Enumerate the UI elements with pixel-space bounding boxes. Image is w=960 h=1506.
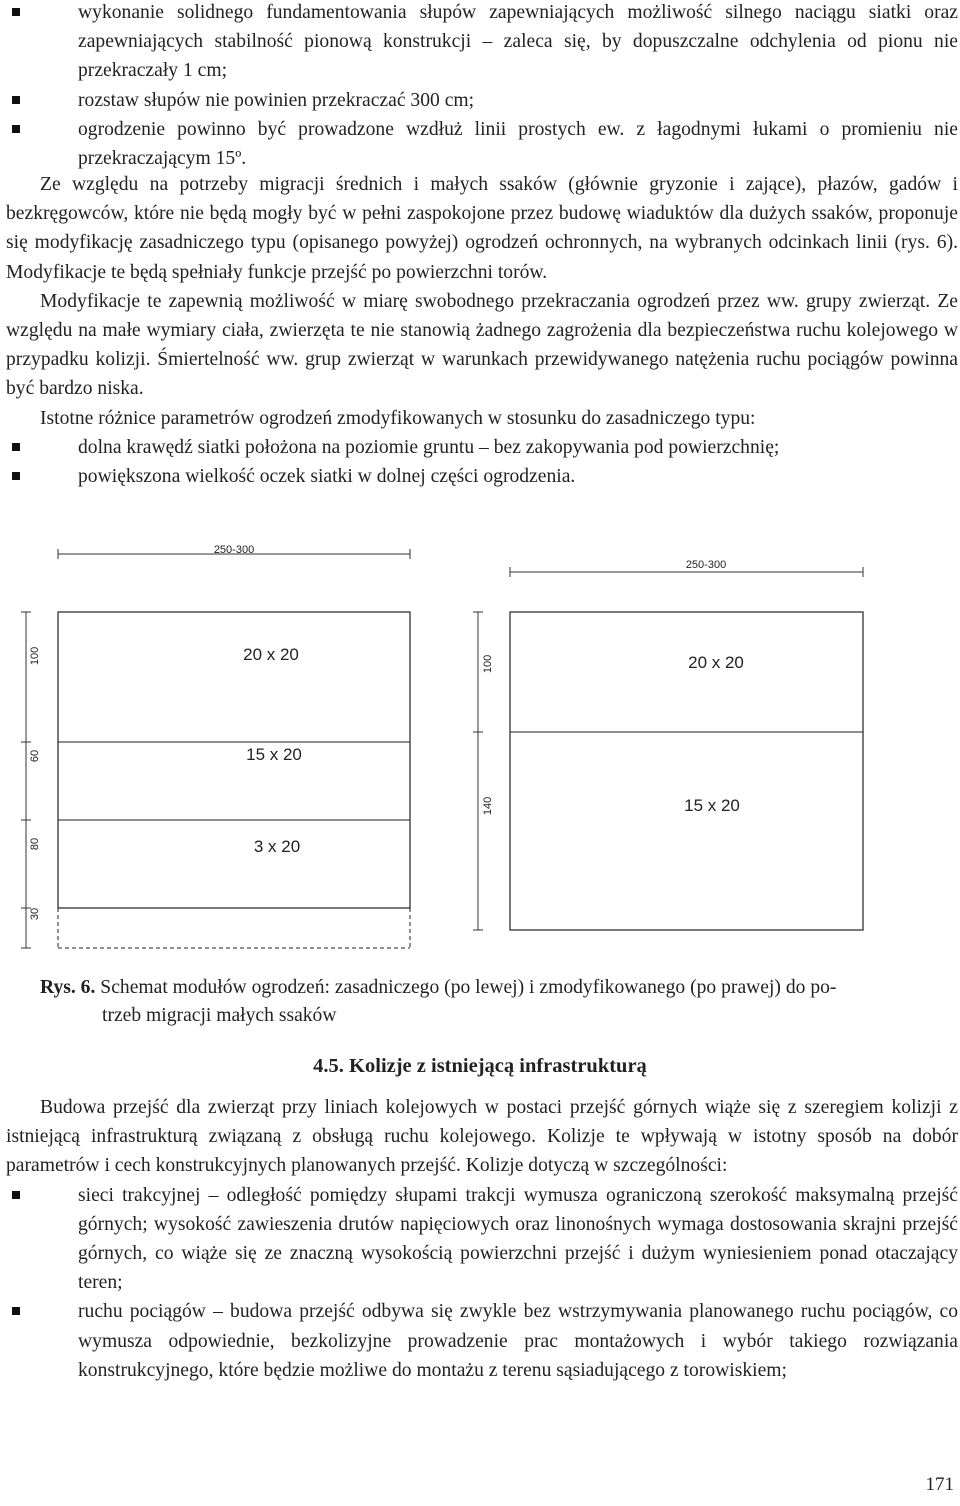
list-item <box>0 86 960 115</box>
paragraph: Modyfikacje te zapewnią możliwość w miarę swobodnego przekraczania ogrodzeń przez ww. grupy zwierząt. Ze względu na małe wymiary ciała, zwierzęta te nie stanowią żadnego zagrożenia dla bezpieczeństwa ruchu kolejowego w przypadku kolizji. Śmiertelność ww. grup zwierząt w warunkach przewidywanego natężenia ruchu pociągów powinna być bardzo niska. <box>6 290 958 400</box>
width-label: 250-300 <box>213 544 255 556</box>
requirements-list <box>0 0 960 173</box>
list-item <box>0 0 960 86</box>
body-text <box>0 170 960 491</box>
height-label: 30 <box>29 907 41 921</box>
mesh-size-label: 15 x 20 <box>684 796 740 815</box>
height-label: 60 <box>29 749 41 763</box>
height-label: 80 <box>29 837 41 851</box>
paragraph: Ze względu na potrzeby migracji średnich i małych ssaków (głównie gryzonie i zające), płazów, gadów i bezkręgowców, które nie będą mogły być w pełni zaspokojone przez budowę wiaduktów dla dużych ssaków, proponuje się modyfikację zasadniczego typu (opisanego powyżej) ogrodzeń ochronnych, na wybranych odcinkach linii (rys. 6). Modyfikacje te będą spełniały funkcje przejść po powierzchni torów. <box>6 174 958 283</box>
mesh-size-label: 20 x 20 <box>688 653 744 672</box>
caption-label: Rys. 6. <box>40 977 96 998</box>
list-item-text: rozstaw słupów nie powinien przekraczać 300 cm; <box>78 89 475 111</box>
list-item-text: dolna krawędź siatki położona na poziomie gruntu – bez zakopywania pod powierzchnię; <box>78 436 780 458</box>
paragraph: Budowa przejść dla zwierząt przy liniach kolejowych w postaci przejść górnych wiąże się z szeregiem kolizji z istniejącą infrastrukturą związaną z obsługą ruchu kolejowego. Kolizje te wpływają w istotny sposób na dobór parametrów i cech konstrukcyjnych planowanych przejść. Kolizje dotyczą w szczególności: <box>6 1097 958 1177</box>
bullet-square-icon <box>12 1191 20 1199</box>
mesh-size-label: 3 x 20 <box>253 837 301 856</box>
bullet-square-icon <box>12 96 20 104</box>
bullet-square-icon <box>12 8 20 16</box>
fence-outline <box>510 612 863 930</box>
bullet-square-icon <box>12 472 20 480</box>
caption-text: trzeb migracji małych ssaków <box>102 1005 337 1026</box>
list-item-text: ruchu pociągów – budowa przejść odbywa się zwykle bez wstrzymywania planowanego ruchu pociągów, co wymusza odpowiednie, bezkolizyjne prowadzenie prac montażowych i wybór takiego rozwiązania konstrukcyjnego, które będzie możliwe do montażu z terenu sąsiadującego z torowiskiem; <box>78 1301 958 1381</box>
fence-module-diagram <box>0 530 960 970</box>
section-heading: 4.5. Kolizje z istniejącą infrastrukturą <box>313 1055 647 1077</box>
list-item <box>0 1181 960 1298</box>
height-label: 100 <box>482 654 494 674</box>
standard-fence-module <box>21 544 410 948</box>
height-label: 100 <box>29 646 41 666</box>
list-item-text: ogrodzenie powinno być prowadzone wzdłuż linii prostych ew. z łagodnymi łukami o promieniu nie przekraczającym 15º. <box>78 118 958 170</box>
width-label: 250-300 <box>685 559 727 571</box>
bullet-square-icon <box>12 125 20 133</box>
mesh-size-label: 15 x 20 <box>246 745 302 764</box>
list-item <box>0 1297 960 1385</box>
list-item <box>0 462 960 491</box>
fence-outline <box>58 612 410 908</box>
mesh-size-label: 20 x 20 <box>243 645 299 664</box>
list-item-text: wykonanie solidnego fundamentowania słupów zapewniających możliwość silnego naciągu siatki oraz zapewniających stabilność pionową konstrukcji – zaleca się, by dopuszczalne odchylenia od pionu nie przekraczały 1 cm; <box>78 2 958 82</box>
bullet-square-icon <box>12 1307 20 1315</box>
list-item <box>0 433 960 462</box>
modified-fence-module <box>473 559 863 930</box>
list-item-text: sieci trakcyjnej – odległość pomiędzy słupami trakcji wymusza ograniczoną szerokość maksymalną przejść górnych; wysokość zawieszenia drutów napięciowych oraz linonośnych wymaga dostosowania skrajni przejść górnych, co wiąże się ze znaczną wysokością powierzchni przejść i dużym wyniesieniem ponad otaczający teren; <box>78 1184 958 1294</box>
caption-text: Schemat modułów ogrodzeń: zasadniczego (po lewej) i zmodyfikowanego (po prawej) do po- <box>100 977 837 998</box>
list-item-text: powiększona wielkość oczek siatki w dolnej części ogrodzenia. <box>78 466 576 488</box>
figure-caption <box>40 974 940 1030</box>
list-item <box>0 115 960 173</box>
height-label: 140 <box>482 796 494 816</box>
page-number: 171 <box>925 1474 954 1495</box>
section-body <box>0 1093 960 1385</box>
bullet-square-icon <box>12 443 20 451</box>
paragraph: Istotne różnice parametrów ogrodzeń zmodyfikowanych w stosunku do zasadniczego typu: <box>40 407 756 429</box>
